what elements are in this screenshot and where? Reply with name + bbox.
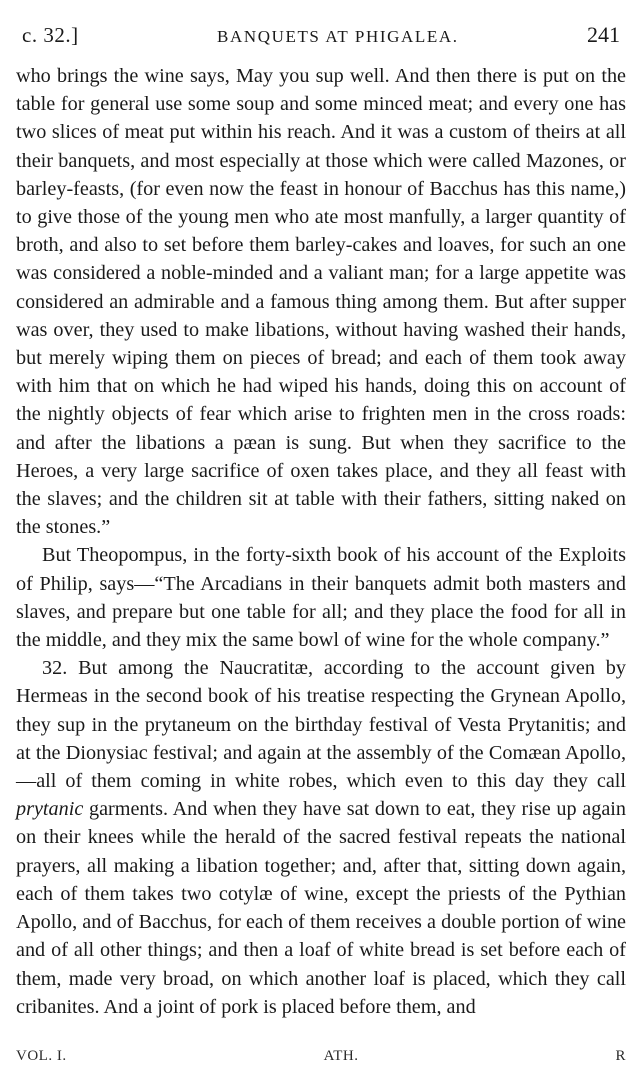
running-title: BANQUETS AT PHIGALEA. [217, 27, 459, 46]
paragraph-1: who brings the wine says, May you sup well. And then there is put on the table for general use some soup and some minced meat; and every one has two slices of meat put within his reach. And it was a custom of theirs at all their banquets, and most especially at those which were called Mazones, or barley-feasts, (for even now the feast in honour of Bacchus has this name,) to give those of the young men who ate most manfully, a larger quantity of broth, and also to set before them barley-cakes and loaves, for such an one was considered a noble-minded and a valiant man; for a large appetite was considered an admirable and a famous thing among them. But after supper was over, they used to make libations, without having washed their hands, but merely wiping them on pieces of bread; and each of them took away with him that on which he had wiped his hands, doing this on account of the nightly objects of fear which arise to frighten men in the cross roads: and after the libations a pæan is sung. But when they sacrifice to the Heroes, a very large sacrifice of oxen takes place, and they all feast with the slaves; and the children sit at table with their fathers, sitting naked on the stones.” [16, 65, 626, 539]
paragraph-3-italic-term: prytanic [16, 798, 84, 821]
page-number: 241 [587, 22, 620, 47]
paragraph-3 [16, 654, 626, 1021]
chapter-marker: c. 32.] [22, 23, 79, 47]
page-header [22, 22, 620, 48]
volume-marker: VOL. I. [16, 1048, 67, 1064]
signature-mark: R [615, 1048, 626, 1064]
page-body [16, 62, 626, 1021]
paragraph-3-part-a: 32. But among the Naucratitæ, according to the account given by Hermeas in the second book of his treatise respecting the Grynean Apollo, they sup in the prytaneum on the birthday festival of Vesta Prytanitis; and at the Dionysiac festival; and again at the assembly of the Comæan Apollo,—all of them coming in white robes, which even to this day they call [16, 657, 626, 793]
paragraph-3-part-b: garments. And when they have sat down to eat, they rise up again on their knees while the herald of the sacred festival repeats the national prayers, all making a libation together; and, after that, sitting down again, each of them takes two cotylæ of wine, except the priests of the Pythian Apollo, and of Bacchus, for each of them receives a double portion of wine and of all other things; and then a loaf of white bread is set before each of them, made very broad, on which another loaf is placed, which they call cribanites. And a joint of pork is placed before them, and [16, 798, 626, 1018]
work-abbreviation: ATH. [323, 1048, 359, 1064]
paragraph-2: But Theopompus, in the forty-sixth book of his account of the Exploits of Philip, says—“The Arcadians in their banquets admit both masters and slaves, and prepare but one table for all; and they place the food for all in the middle, and they mix the same bowl of wine for the whole company.” [16, 544, 626, 652]
page-footer [16, 1048, 626, 1065]
